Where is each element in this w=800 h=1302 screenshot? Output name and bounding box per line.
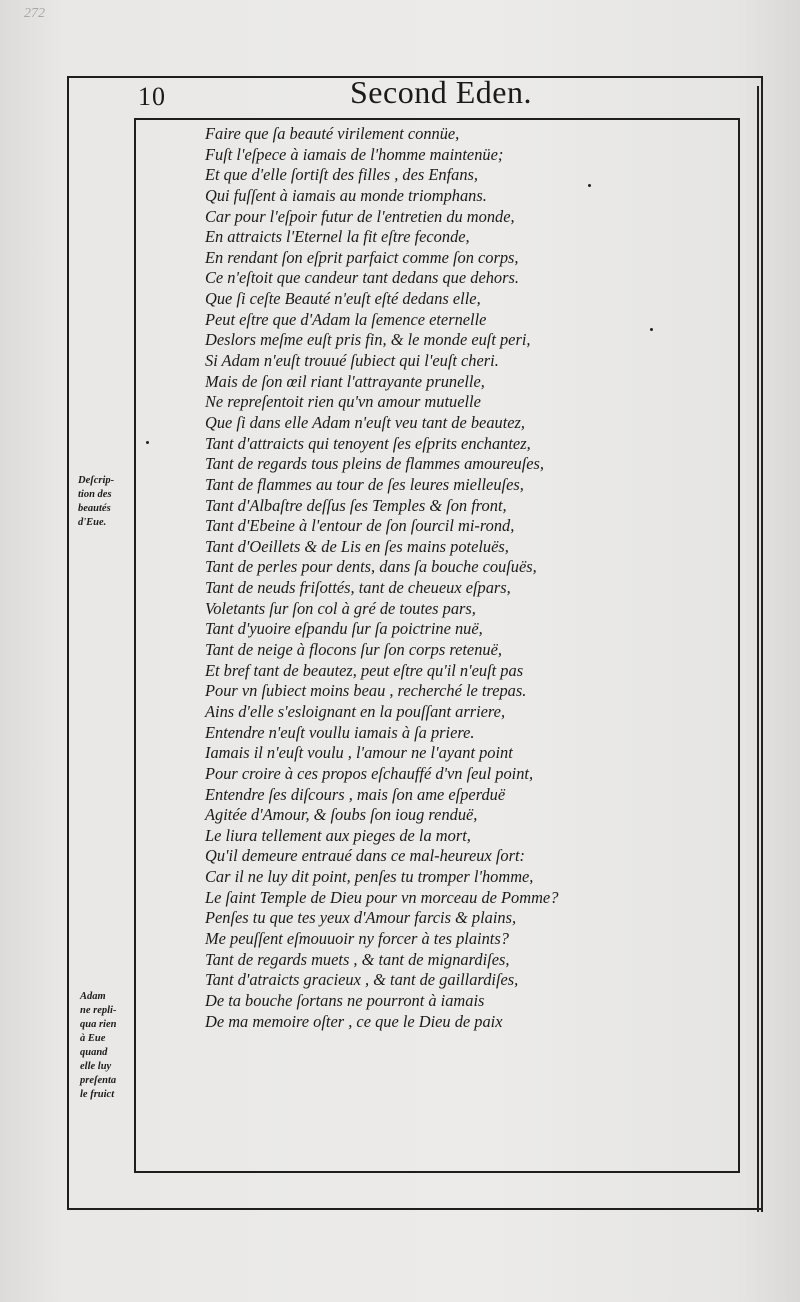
verse-line: Que ſi dans elle Adam n'euſt veu tant de beautez, [205, 412, 526, 432]
side-note-line: quand [80, 1047, 108, 1058]
verse-line: Qui fuſſent à iamais au monde triomphans. [205, 185, 487, 205]
side-note-description-of-eve [78, 474, 128, 530]
side-note-line: tion des [78, 489, 112, 500]
side-note-line: beautés [78, 503, 111, 514]
side-note-line: ne repli- [80, 1005, 117, 1016]
verse-line: Penſes tu que tes yeux d'Amour farcis & plains, [205, 908, 517, 928]
verse-line: Pour vn ſubiect moins beau , recherché le trepas. [205, 681, 527, 701]
verse-line: Que ſi ceſte Beauté n'euſt eſté dedans elle, [205, 289, 481, 309]
verse-line: Tant de regards tous pleins de flammes amoureuſes, [205, 454, 545, 474]
verse-line: Qu'il demeure entraué dans ce mal-heureux ſort: [205, 846, 526, 866]
verse-line: Le liura tellement aux pieges de la mort, [205, 825, 471, 845]
verse-line: Entendre n'euſt voullu iamais à ſa priere. [205, 722, 475, 742]
verse-line: En rendant ſon eſprit parfaict comme ſon corps, [205, 247, 519, 267]
verse-line: Agitée d'Amour, & ſoubs ſon ioug renduë, [205, 805, 478, 825]
verse-line: Fuſt l'eſpece à iamais de l'homme maintenüe; [205, 144, 504, 164]
verse-line: Iamais il n'euſt voulu , l'amour ne l'ayant point [205, 743, 513, 763]
verse-line: Tant d'attraicts qui tenoyent ſes eſprits enchantez, [205, 433, 531, 453]
verse-line: Si Adam n'euſt trouué ſubiect qui l'euſt cheri. [205, 351, 499, 371]
verse-line: Tant de flammes au tour de ſes leures mielleuſes, [205, 474, 524, 494]
side-note-line: preſenta [80, 1075, 117, 1086]
verse-line: Tant de perles pour dents, dans ſa bouche couſuës, [205, 557, 537, 577]
side-note-line: elle luy [80, 1061, 112, 1072]
verse-line: Pour croire à ces propos eſchauffé d'vn ſeul point, [205, 763, 534, 783]
side-note-line: à Eue [80, 1033, 106, 1044]
side-note-line: Deſcrip- [78, 475, 115, 486]
verse-line: Peut eſtre que d'Adam la ſemence eternelle [205, 309, 487, 329]
verse-line: Tant de neuds friſottés, tant de cheueux eſpars, [205, 578, 511, 598]
ink-speck [588, 184, 591, 187]
side-note-line: Adam [80, 991, 106, 1002]
verse-line: Et bref tant de beautez, peut eſtre qu'il n'euſt pas [205, 660, 524, 680]
outer-frame-double-rule [757, 86, 763, 1212]
verse-line: De ta bouche ſortans ne pourront à iamais [205, 990, 485, 1010]
verse-line: Entendre ſes diſcours , mais ſon ame eſperduë [205, 784, 506, 804]
side-note-line: d'Eue. [78, 517, 107, 528]
verse-line: Et que d'elle ſortiſt des filles , des Enfans, [205, 165, 479, 185]
verse-line: Tant d'Oeillets & de Lis en ſes mains poteluës, [205, 536, 509, 556]
page-number: 10 [138, 82, 166, 111]
ink-speck [650, 328, 653, 331]
verse-line: En attraicts l'Eternel la fit eſtre feconde, [205, 227, 470, 247]
verse-line: Mais de ſon œil riant l'attrayante prunelle, [205, 371, 485, 391]
verse-list [205, 124, 725, 1032]
verse-line: Car pour l'eſpoir futur de l'entretien du monde, [205, 206, 515, 226]
verse-line: De ma memoire oſter , ce que le Dieu de paix [205, 1011, 503, 1031]
verse-line: Faire que ſa beauté virilement connüe, [205, 124, 460, 143]
verse-line: Tant d'Ebeine à l'entour de ſon ſourcil mi-rond, [205, 516, 515, 536]
verse-line: Tant d'atraicts gracieux , & tant de gaillardiſes, [205, 970, 519, 990]
pencil-mark: 272 [24, 6, 45, 21]
verse-line: Me peuſſent eſmouuoir ny forcer à tes plaints? [205, 928, 509, 948]
verse-line: Tant de neige à flocons ſur ſon corps retenuë, [205, 640, 502, 660]
verse-line: Tant de regards muets , & tant de mignardiſes, [205, 949, 510, 969]
running-title: Second Eden. [350, 74, 532, 110]
side-note-line: le fruict [80, 1089, 115, 1100]
verse-line: Ains d'elle s'esloignant en la pouſſant arriere, [205, 701, 506, 721]
verse-line: Car il ne luy dit point, penſes tu tromper l'homme, [205, 867, 534, 887]
side-note-adam-did-not-reply [80, 990, 130, 1102]
verse-line: Tant d'Albaſtre deſſus ſes Temples & ſon front, [205, 495, 507, 515]
verse-line: Le ſaint Temple de Dieu pour vn morceau de Pomme? [205, 887, 559, 907]
verse-line: Deslors meſme euſt pris fin, & le monde euſt peri, [205, 330, 531, 350]
verse-line: Voletants ſur ſon col à gré de toutes pars, [205, 598, 476, 618]
verse-line: Ne repreſentoit rien qu'vn amour mutuelle [205, 392, 481, 412]
verse-line: Tant d'yuoire eſpandu ſur ſa poictrine nuë, [205, 619, 483, 639]
side-note-line: qua rien [80, 1019, 117, 1030]
verse-line: Ce n'eſtoit que candeur tant dedans que dehors. [205, 268, 519, 288]
ink-speck [146, 441, 149, 444]
